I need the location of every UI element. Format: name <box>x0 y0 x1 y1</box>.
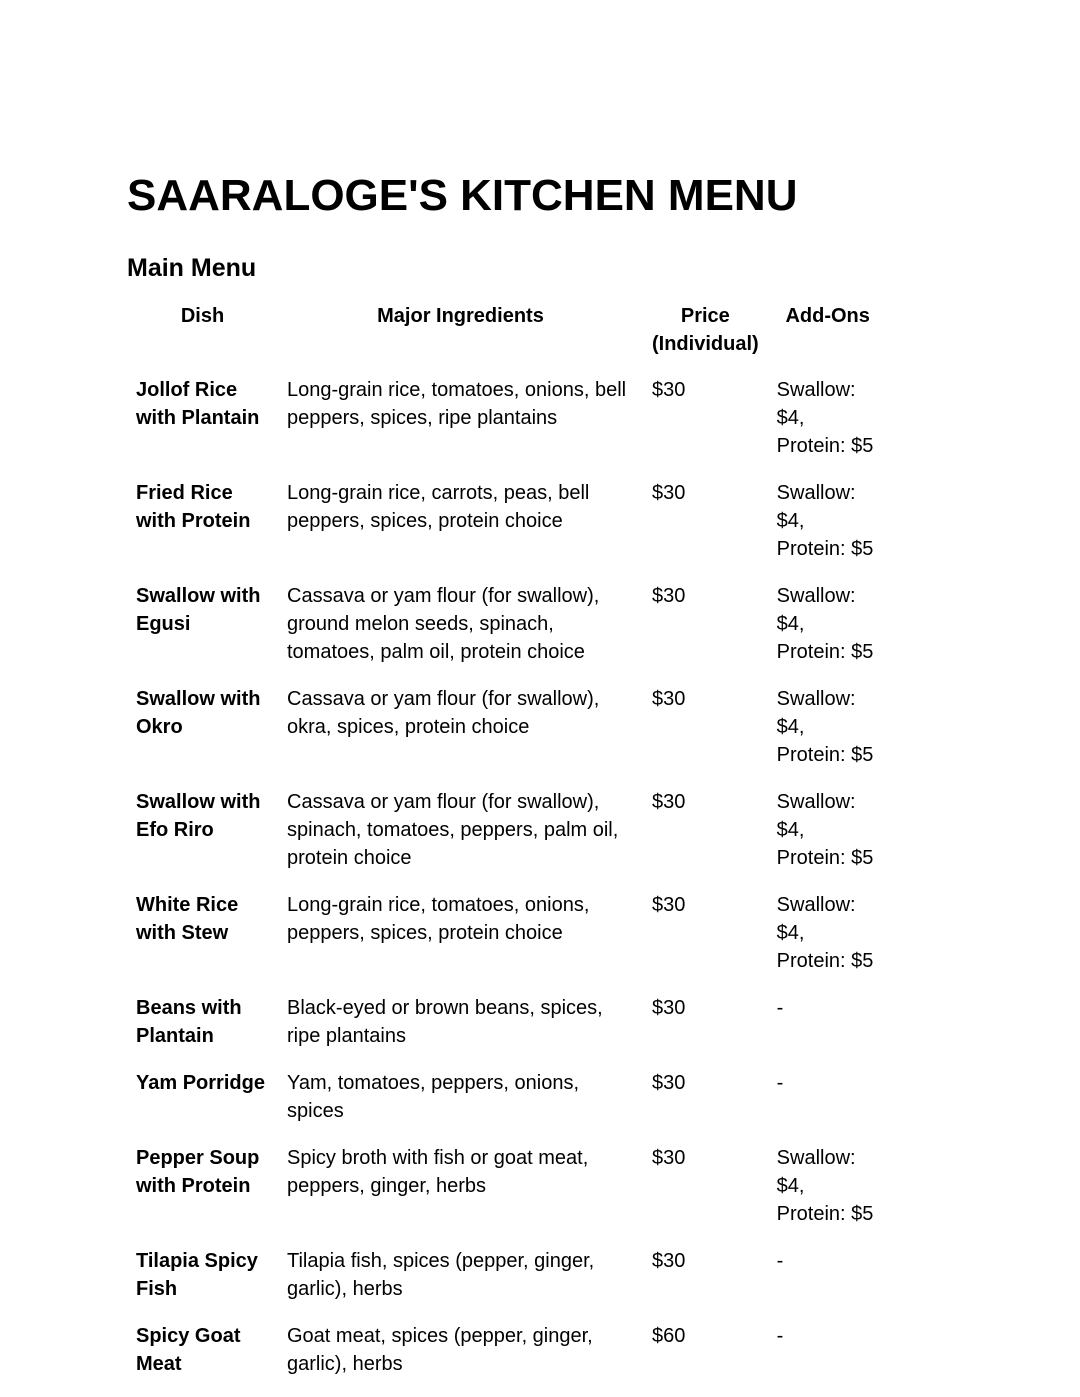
table-row <box>127 685 888 788</box>
header-ingredients: Major Ingredients <box>377 305 544 327</box>
dish-name-cell: Tilapia Spicy Fish <box>136 1250 258 1300</box>
price-cell: $30 <box>652 894 686 916</box>
price-cell: $30 <box>652 1250 686 1272</box>
addons-cell: Swallow: $4, Protein: $5 <box>776 1147 874 1225</box>
dish-name-cell: White Rice with Stew <box>136 894 239 944</box>
price-cell: $30 <box>652 791 686 813</box>
addons-cell: Swallow: $4, Protein: $5 <box>776 379 874 457</box>
addons-cell: - <box>776 1250 784 1272</box>
ingredients-cell: Goat meat, spices (pepper, ginger, garlic), herbs <box>287 1325 593 1375</box>
header-dish: Dish <box>180 305 225 327</box>
price-cell: $30 <box>652 1072 686 1094</box>
price-cell: $30 <box>652 482 686 504</box>
table-row <box>127 1144 888 1247</box>
document-title: SAARALOGE'S KITCHEN MENU <box>127 171 798 220</box>
addons-cell: - <box>776 997 784 1019</box>
price-cell: $60 <box>652 1325 686 1347</box>
table-row <box>127 1322 888 1397</box>
dish-name-cell: Swallow with Okro <box>136 688 261 738</box>
addons-cell: Swallow: $4, Protein: $5 <box>776 688 874 766</box>
dish-name-cell: Fried Rice with Protein <box>136 482 251 532</box>
menu-table-header <box>127 302 888 376</box>
table-row <box>127 582 888 685</box>
table-row <box>127 479 888 582</box>
price-cell: $30 <box>652 688 686 710</box>
addons-cell: - <box>776 1072 784 1094</box>
dish-name-cell: Swallow with Egusi <box>136 585 261 635</box>
addons-cell: Swallow: $4, Protein: $5 <box>776 791 874 869</box>
dish-name-cell: Swallow with Efo Riro <box>136 791 261 841</box>
addons-cell: Swallow: $4, Protein: $5 <box>776 482 874 560</box>
ingredients-cell: Cassava or yam flour (for swallow), spinach, tomatoes, peppers, palm oil, protein choice <box>287 791 619 869</box>
ingredients-cell: Yam, tomatoes, peppers, onions, spices <box>287 1072 580 1122</box>
ingredients-cell: Tilapia fish, spices (pepper, ginger, garlic), herbs <box>287 1250 595 1300</box>
ingredients-cell: Cassava or yam flour (for swallow), ground melon seeds, spinach, tomatoes, palm oil, protein choice <box>287 585 600 663</box>
header-row <box>127 302 888 376</box>
ingredients-cell: Cassava or yam flour (for swallow), okra, spices, protein choice <box>287 688 600 738</box>
table-row <box>127 1069 888 1144</box>
ingredients-cell: Long-grain rice, tomatoes, onions, peppers, spices, protein choice <box>287 894 590 944</box>
price-cell: $30 <box>652 379 686 401</box>
ingredients-cell: Long-grain rice, tomatoes, onions, bell peppers, spices, ripe plantains <box>287 379 627 429</box>
table-row <box>127 376 888 479</box>
table-row <box>127 994 888 1069</box>
table-row <box>127 1247 888 1322</box>
ingredients-cell: Spicy broth with fish or goat meat, peppers, ginger, herbs <box>287 1147 589 1197</box>
table-row <box>127 891 888 994</box>
dish-name-cell: Yam Porridge <box>136 1072 265 1094</box>
ingredients-cell: Long-grain rice, carrots, peas, bell peppers, spices, protein choice <box>287 482 590 532</box>
menu-table <box>127 302 888 1397</box>
table-row <box>127 788 888 891</box>
price-cell: $30 <box>652 585 686 607</box>
dish-name-cell: Spicy Goat Meat <box>136 1325 241 1375</box>
price-cell: $30 <box>652 997 686 1019</box>
addons-cell: - <box>776 1325 784 1347</box>
dish-name-cell: Beans with Plantain <box>136 997 242 1047</box>
dish-name-cell: Pepper Soup with Protein <box>136 1147 260 1197</box>
header-addons: Add-Ons <box>785 305 870 327</box>
price-cell: $30 <box>652 1147 686 1169</box>
dish-name-cell: Jollof Rice with Plantain <box>136 379 260 429</box>
menu-table-body <box>127 376 888 1397</box>
section-heading-main-menu: Main Menu <box>127 254 257 282</box>
addons-cell: Swallow: $4, Protein: $5 <box>776 585 874 663</box>
ingredients-cell: Black-eyed or brown beans, spices, ripe plantains <box>287 997 603 1047</box>
addons-cell: Swallow: $4, Protein: $5 <box>776 894 874 972</box>
header-price: Price (Individual) <box>652 305 759 355</box>
